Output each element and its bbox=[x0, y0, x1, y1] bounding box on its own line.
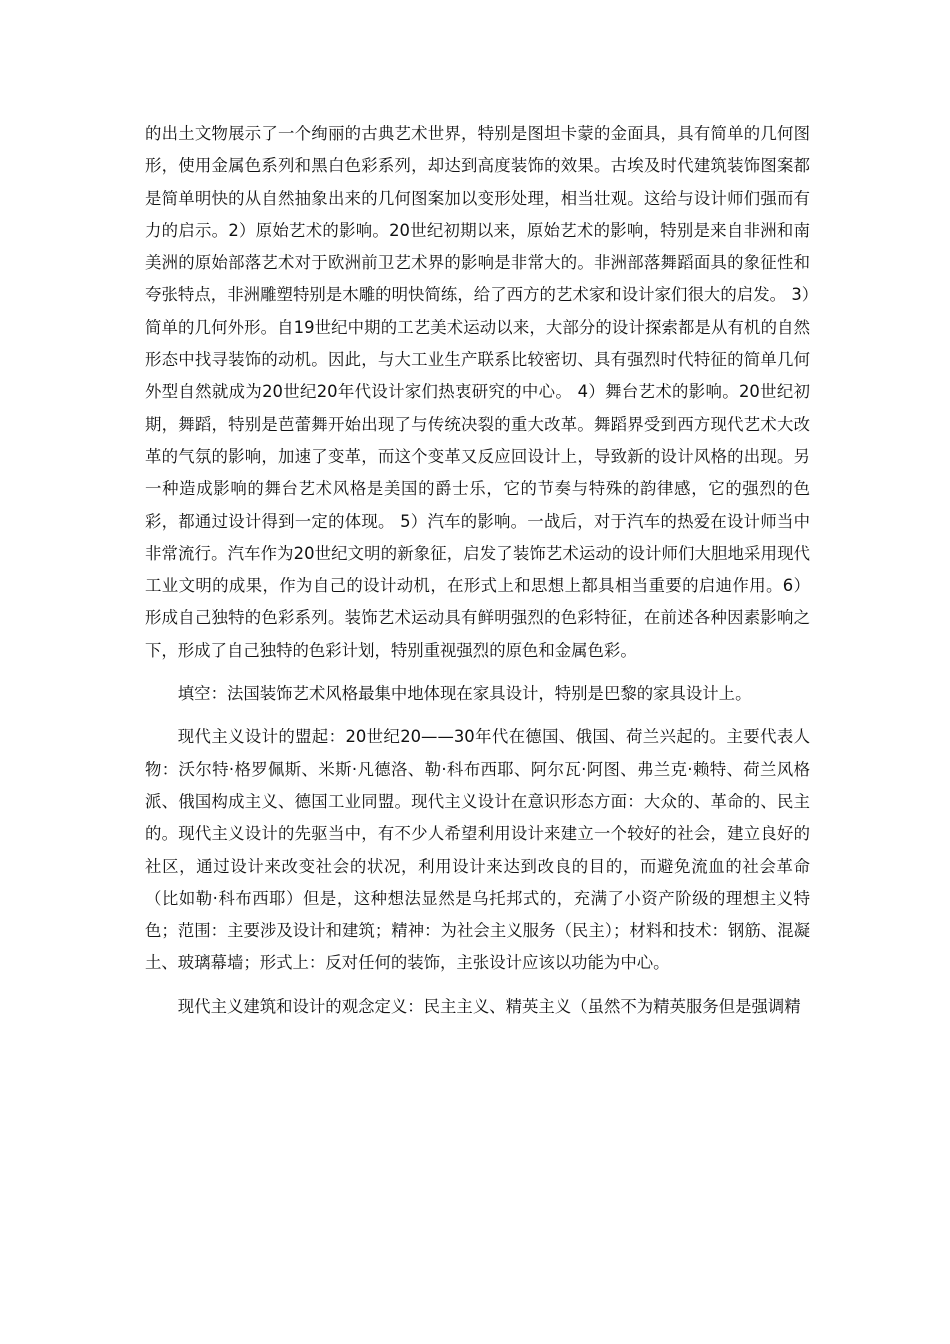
paragraph-modernism-rise: 现代主义设计的盟起：20世纪20——30年代在德国、俄国、荷兰兴起的。主要代表人物：沃尔特·格罗佩斯、米斯·凡德洛、勒·科布西耶、阿尔瓦·阿图、弗兰克·赖特、荷兰风格派、俄国构成主义、德国工业同盟。现代主义设计在意识形态方面：大众的、革命的、民主的。现代主义设计的先驱当中，有不少人希望利用设计来建立一个较好的社会，建立良好的社区，通过设计来改变社会的状况，利用设计来达到改良的目的，而避免流血的社会革命（比如勒·科布西耶）但是，这种想法显然是乌托邦式的，充满了小资产阶级的理想主义特色；范围：主要涉及设计和建筑；精神：为社会主义服务（民主）；材料和技术：钢筋、混凝土、玻璃幕墙；形式上：反对任何的装饰，主张设计应该以功能为中心。 bbox=[145, 727, 810, 973]
paragraph-modernism-definition: 现代主义建筑和设计的观念定义：民主主义、精英主义（虽然不为精英服务但是强调精 bbox=[177, 996, 801, 1016]
paragraph-decorative-arts-influences: 的出土文物展示了一个绚丽的古典艺术世界，特别是图坦卡蒙的金面具，具有简单的几何图形，使用金属色系列和黑白色彩系列，却达到高度装饰的效果。古埃及时代建筑装饰图案都是简单明快的从自然抽象出来的几何图案加以变形处理，相当壮观。这给与设计师们强而有力的启示。2）原始艺术的影响。20世纪初期以来，原始艺术的影响，特别是来自非洲和南美洲的原始部落艺术对于欧洲前卫艺术界的影响是非常大的。非洲部落舞蹈面具的象征性和夸张特点，非洲雕塑特别是木雕的明快简练，给了西方的艺术家和设计家们很大的启发。 3）简单的几何外形。自19世纪中期的工艺美术运动以来，大部分的设计探索都是从有机的自然形态中找寻装饰的动机。因此，与大工业生产联系比较密切、具有强烈时代特征的简单几何外型自然就成为20世纪20年代设计家们热衷研究的中心。 4）舞台艺术的影响。20世纪初期，舞蹈，特别是芭蕾舞开始出现了与传统决裂的重大改革。舞蹈界受到西方现代艺术大改革的气氛的影响，加速了变革，而这个变革又反应回设计上，导致新的设计风格的出现。另一种造成影响的舞台艺术风格是美国的爵士乐，它的节奏与特殊的韵律感，它的强烈的色彩，都通过设计得到一定的体现。 5）汽车的影响。一战后，对于汽车的热爱在设计师当中非常流行。汽车作为20世纪文明的新象征，启发了装饰艺术运动的设计师们大胆地采用现代工业文明的成果，作为自己的设计动机，在形式上和思想上都具相当重要的启迪作用。6）形成自己独特的色彩系列。装饰艺术运动具有鲜明强烈的色彩特征，在前述各种因素影响之下，形成了自己独特的色彩计划，特别重视强烈的原色和金属色彩。 bbox=[145, 124, 810, 660]
paragraph-fill-in-blank: 填空：法国装饰艺术风格最集中地体现在家具设计，特别是巴黎的家具设计上。 bbox=[177, 684, 752, 704]
document-body bbox=[145, 118, 810, 1023]
